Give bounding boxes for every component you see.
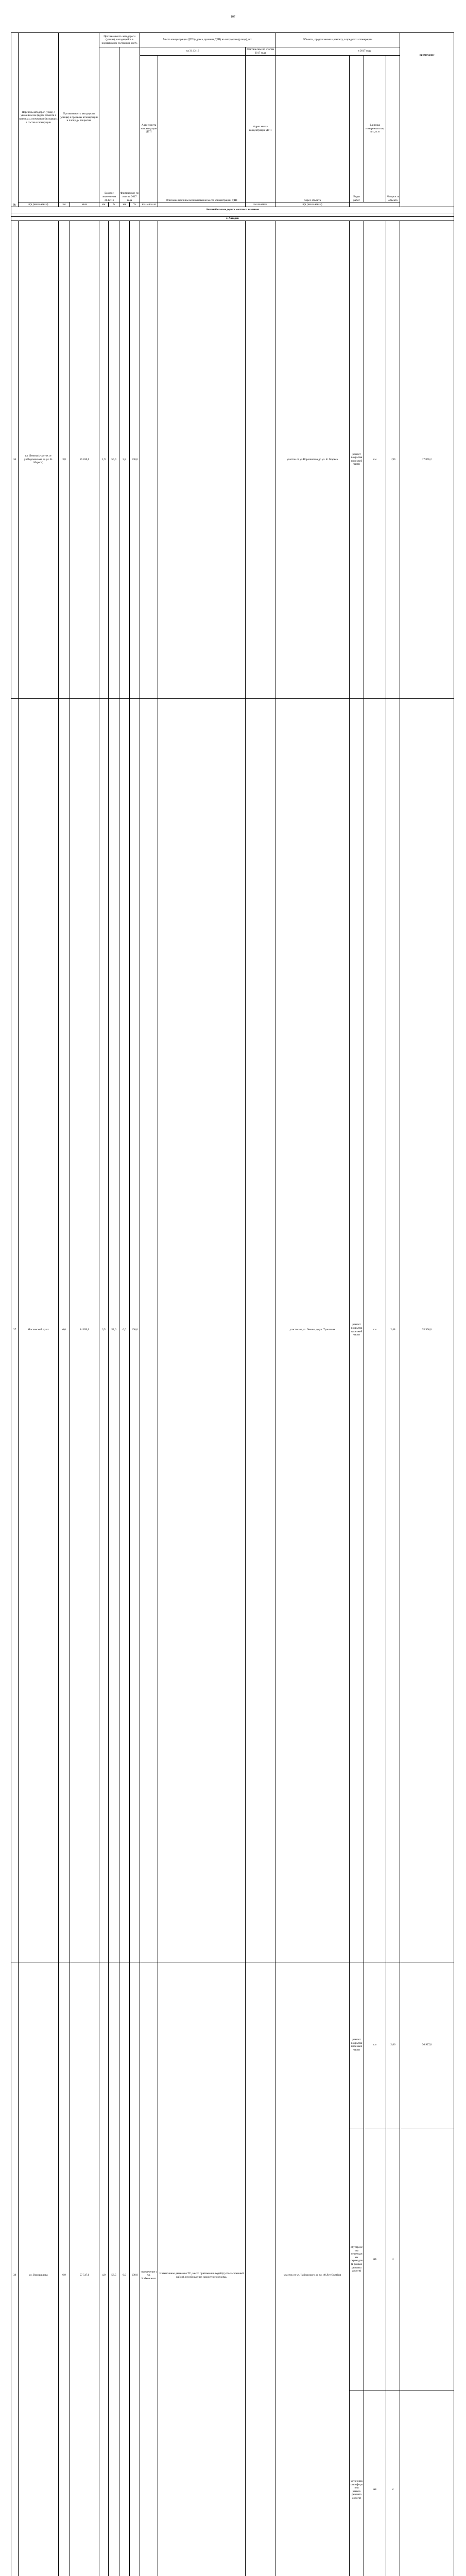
header-actual-2017: Фактическое по итогам 2017 года bbox=[119, 47, 140, 202]
row-base-pct: 58,5 bbox=[109, 1962, 119, 2576]
units-sqm: кв.м bbox=[70, 202, 99, 207]
row-work: ремонт покрытия проезжей части bbox=[350, 698, 364, 1962]
row-power: 2,86 bbox=[386, 1962, 400, 2128]
header-dtp-reason: Описание причины возникновения места концентрации ДТП bbox=[158, 56, 246, 202]
row-act-km: 3,8 bbox=[119, 221, 130, 698]
row-dtp-address-2 bbox=[246, 698, 275, 1962]
row-unit: км bbox=[364, 1962, 386, 2128]
units-blank bbox=[158, 202, 246, 207]
row-dtp-reason: Интенсивное движение ТС, место притяжения людей (густо заселенный район), несоблюдение скоростного режима. bbox=[158, 1962, 246, 2576]
row-sqm bbox=[400, 2391, 454, 2576]
row-power: 4 bbox=[386, 2128, 400, 2391]
row-unit: шт. bbox=[364, 2391, 386, 2576]
row-base-km: 1,9 bbox=[99, 221, 109, 698]
units-km: км bbox=[59, 202, 70, 207]
row-dtp-address bbox=[140, 221, 158, 698]
row-dtp-address-2 bbox=[246, 1962, 275, 2576]
row-act-pct: 100,0 bbox=[130, 698, 140, 1962]
row-length-km: 6,9 bbox=[59, 1962, 70, 2576]
row-dtp-reason bbox=[158, 698, 246, 1962]
header-normative-group: Протяженность автодороги (улицы), находящейся в нормативном состоянии, км/% bbox=[99, 33, 140, 47]
row-sqm: 17 876,2 bbox=[400, 221, 454, 698]
row-unit: км bbox=[364, 221, 386, 698]
row-dtp-address: пересечение с ул. Чайковского bbox=[140, 1962, 158, 2576]
row-base-pct: 50,0 bbox=[109, 221, 119, 698]
row-num: 38 bbox=[11, 1962, 19, 2576]
row-dtp-reason bbox=[158, 221, 246, 698]
row-act-pct: 100,0 bbox=[130, 1962, 140, 2576]
row-area-sqm: 56 830,0 bbox=[70, 221, 99, 698]
row-power: 2 bbox=[386, 2391, 400, 2576]
row-unit: км bbox=[364, 698, 386, 1962]
row-base-km: 3,5 bbox=[99, 698, 109, 1962]
row-length-km: 6,0 bbox=[59, 698, 70, 1962]
row-dtp-address-2 bbox=[246, 221, 275, 698]
row-sqm: 35 900,0 bbox=[400, 698, 454, 1962]
table-row bbox=[11, 698, 454, 1962]
header-dtp-address-2: Адрес места концентрации ДТП bbox=[246, 56, 275, 202]
header-power: Мощность объекта bbox=[386, 56, 400, 202]
page-number: 107 bbox=[231, 15, 235, 19]
table-row bbox=[11, 221, 454, 698]
header-repair-year: в 2017 году bbox=[275, 47, 454, 56]
city-title: г. Ангарск bbox=[11, 217, 454, 221]
header-length: Протяженность автодороги (улицы) в пределах агломерации и площадь покрытия bbox=[59, 33, 99, 202]
section-spacer bbox=[11, 213, 454, 217]
row-length-km: 3,8 bbox=[59, 221, 70, 698]
row-base-pct: 58,6 bbox=[109, 698, 119, 1962]
roads-table bbox=[11, 32, 454, 2576]
row-sqm: 36 927,0 bbox=[400, 1962, 454, 2128]
section-title: Автомобильные дороги местного значения bbox=[11, 207, 454, 213]
row-unit: шт. bbox=[364, 2128, 386, 2391]
header-road-list: Перечень автодорог (улиц) с указанием км (адрес объекта в границах агломерации)входящих в состав агломерации bbox=[19, 33, 59, 202]
header-num: № bbox=[11, 33, 19, 207]
header-dtp-group: Места концентрации ДТП (адреса, причина ДТП) на автодороге (улице), шт. bbox=[140, 33, 275, 47]
header-note: примечание bbox=[400, 33, 454, 207]
units-dtp-km-2: км+м-км+м bbox=[246, 202, 275, 207]
table-row bbox=[11, 1962, 454, 2128]
header-unit: Единица измерения в км, шт., п.м bbox=[364, 56, 386, 202]
units-base-pct: % bbox=[109, 202, 119, 207]
row-act-km: 6,9 bbox=[119, 1962, 130, 2576]
units-road: п/д (км+м-км+м) bbox=[19, 202, 59, 207]
row-work: обустройство пешеходных переходов (в рамках ремонта дороги) bbox=[350, 2128, 364, 2391]
header-base-value: Базовое значение на 31.12.16 bbox=[99, 47, 119, 202]
row-work: установка светофоров (в рамках ремонта дороги) bbox=[350, 2391, 364, 2576]
header-dtp-actual: Фактическое по итогам 2017 года bbox=[246, 47, 275, 56]
row-power: 1,90 bbox=[386, 221, 400, 698]
units-blank-2 bbox=[350, 202, 454, 207]
units-base-km: км bbox=[99, 202, 109, 207]
header-dtp-address: Адрес места концентрации ДТП bbox=[140, 56, 158, 202]
row-object: участок от ул. Ленина до ул. Трактовая bbox=[275, 698, 350, 1962]
header-repair-group: Объекты, предлагаемые к ремонту, в пределах агломерации bbox=[275, 33, 400, 47]
row-area-sqm: 57 547,0 bbox=[70, 1962, 99, 2576]
row-object: участок от ул. Чайковского до ул. 40 Лет Октября bbox=[275, 1962, 350, 2576]
row-act-km: 6,0 bbox=[119, 698, 130, 1962]
header-dtp-date: на 31.12.16 bbox=[140, 47, 246, 56]
row-road: Московский тракт bbox=[19, 698, 59, 1962]
row-work: ремонт покрытия проезжей части bbox=[350, 1962, 364, 2128]
row-dtp-address bbox=[140, 698, 158, 1962]
units-act-pct: % bbox=[130, 202, 140, 207]
row-power: 2,48 bbox=[386, 698, 400, 1962]
row-road: ул. Ленина (участок от ул.Ворошилова до ул. К. Маркса) bbox=[19, 221, 59, 698]
row-sqm bbox=[400, 2128, 454, 2391]
units-act-km: км bbox=[119, 202, 130, 207]
row-num: 37 bbox=[11, 698, 19, 1962]
header-work-types: Виды работ bbox=[350, 56, 364, 202]
units-obj-km: п/д (км+м-км+м) bbox=[275, 202, 350, 207]
row-road: ул. Ворошилова bbox=[19, 1962, 59, 2576]
row-num: 36 bbox=[11, 221, 19, 698]
row-base-km: 4,0 bbox=[99, 1962, 109, 2576]
row-area-sqm: 44 850,0 bbox=[70, 698, 99, 1962]
units-dtp-km: км+м-км+м bbox=[140, 202, 158, 207]
row-work: ремонт покрытия проезжей части bbox=[350, 221, 364, 698]
row-act-pct: 100,0 bbox=[130, 221, 140, 698]
header-object-address: Адрес объекта bbox=[275, 56, 350, 202]
row-object: участок от ул.Ворошилова до ул. К. Маркса bbox=[275, 221, 350, 698]
